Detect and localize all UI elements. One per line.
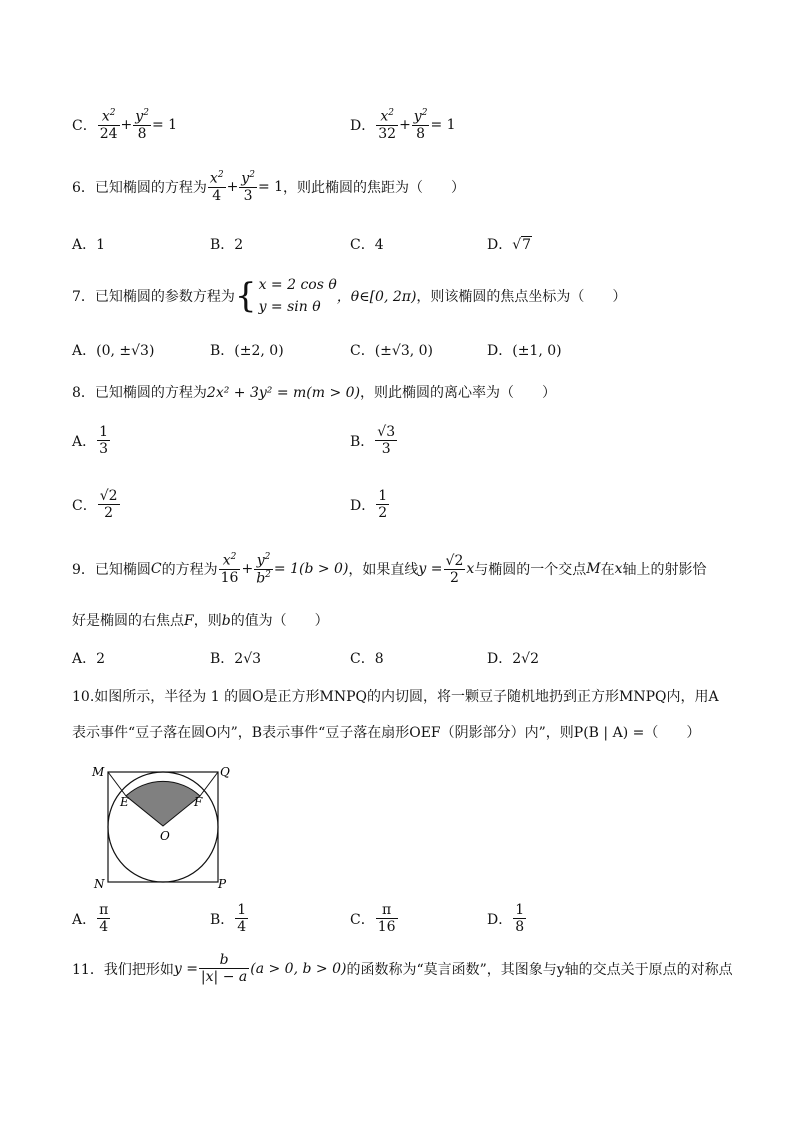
q5-option-d[interactable]: D． $\frac{x^2}{32}$ + $\frac{y^2}{8}$ = 1 <box>350 108 456 142</box>
fraction: $\frac{x^2}{24}$ <box>99 108 118 142</box>
fraction: $\frac{y^2}{8}$ <box>413 108 428 142</box>
option-label: C． <box>72 117 97 134</box>
question-9-line-2: 好是椭圆的右焦点F，则b的值为（ ） <box>72 613 329 629</box>
label-m: M <box>92 765 105 779</box>
q9-option-d[interactable]: D．2√2 <box>487 651 539 667</box>
label-q: Q <box>220 765 230 779</box>
parametric-system: x = 2 cos θ y = sin θ <box>258 277 337 316</box>
q10-option-b[interactable]: B． $\frac{1}{4}$ <box>210 902 247 936</box>
question-10-line-1: 10.如图所示，半径为 1 的圆O是正方形MNPQ的内切圆，将一颗豆子随机地扔到正方形MNPQ内，用A <box>72 689 719 705</box>
fraction: $\frac{x^2}{4}$ <box>209 170 224 204</box>
question-10-line-2: 表示事件“豆子落在圆O内”，B表示事件“豆子落在扇形OEF（阴影部分）内”，则P(B | A) =（ ） <box>72 725 701 741</box>
option-label: D． <box>350 117 376 134</box>
question-9: 9．已知椭圆 C 的方程为 $\frac{x^2}{16}$ + $\frac{y^2}{b^2}$ = 1(b > 0) ，如果直线 y = $\frac{√2}{2}$ x 与椭圆的一个交点 M 在 x 轴上的射影恰 <box>72 552 707 587</box>
question-8: 8．已知椭圆的方程为2x² + 3y² = m(m > 0)，则此椭圆的离心率为（ ） <box>72 385 557 401</box>
circle-in-square-figure <box>90 760 240 895</box>
fraction: $\frac{x^2}{32}$ <box>378 108 397 142</box>
label-o: O <box>160 829 170 843</box>
shaded-sector <box>126 781 200 826</box>
q10-option-d[interactable]: D． $\frac{1}{8}$ <box>487 902 525 936</box>
q10-option-c[interactable]: C． $\frac{\pi}{16}$ <box>350 902 396 936</box>
q7-option-c[interactable]: C．(±√3, 0) <box>350 343 434 359</box>
q8-option-b[interactable]: B． $\frac{√3}{3}$ <box>350 424 396 458</box>
line-m-e <box>108 772 126 796</box>
fraction: $\frac{y^2}{8}$ <box>135 108 149 142</box>
q9-option-b[interactable]: B．2√3 <box>210 651 262 667</box>
q8-option-c[interactable]: C． $\frac{√2}{2}$ <box>72 488 118 522</box>
question-11: 11．我们把形如 y = $\frac{b}{|x| - a}$ (a > 0, b > 0) 的函数称为“莫言函数”，其图象与y轴的交点关于原点的对称点 <box>72 952 733 986</box>
q6-option-d[interactable]: D．√7 <box>487 237 532 253</box>
line-q-f <box>200 772 218 796</box>
question-6: 6．已知椭圆的方程为 $\frac{x^2}{4}$ + $\frac{y^2}{3}$ = 1 ，则此椭圆的焦距为（ ） <box>72 170 466 204</box>
q7-option-d[interactable]: D．(±1, 0) <box>487 343 562 359</box>
q6-option-a[interactable]: A．1 <box>72 237 106 253</box>
question-7: 7．已知椭圆的参数方程为 { x = 2 cos θ y = sin θ ，θ∈[0, 2π) ，则该椭圆的焦点坐标为（ ） <box>72 274 626 319</box>
q9-option-a[interactable]: A．2 <box>72 651 106 667</box>
q10-option-a[interactable]: A． $\frac{\pi}{4}$ <box>72 902 109 936</box>
label-e: E <box>120 795 129 809</box>
label-p: P <box>218 877 227 891</box>
q9-option-c[interactable]: C．8 <box>350 651 384 667</box>
fraction: $\frac{y^2}{3}$ <box>241 170 255 204</box>
q5-option-c[interactable]: C． $\frac{x^2}{24}$ + $\frac{y^2}{8}$ = 1 <box>72 108 178 142</box>
q7-option-b[interactable]: B．(±2, 0) <box>210 343 284 359</box>
q8-option-a[interactable]: A． $\frac{1}{3}$ <box>72 424 109 458</box>
brace: { <box>234 276 257 317</box>
label-f: F <box>194 795 203 809</box>
q6-option-b[interactable]: B．2 <box>210 237 244 253</box>
q8-option-d[interactable]: D． $\frac{1}{2}$ <box>350 488 388 522</box>
q6-option-c[interactable]: C．4 <box>350 237 384 253</box>
q7-option-a[interactable]: A．(0, ±√3) <box>72 343 155 359</box>
label-n: N <box>94 877 105 891</box>
